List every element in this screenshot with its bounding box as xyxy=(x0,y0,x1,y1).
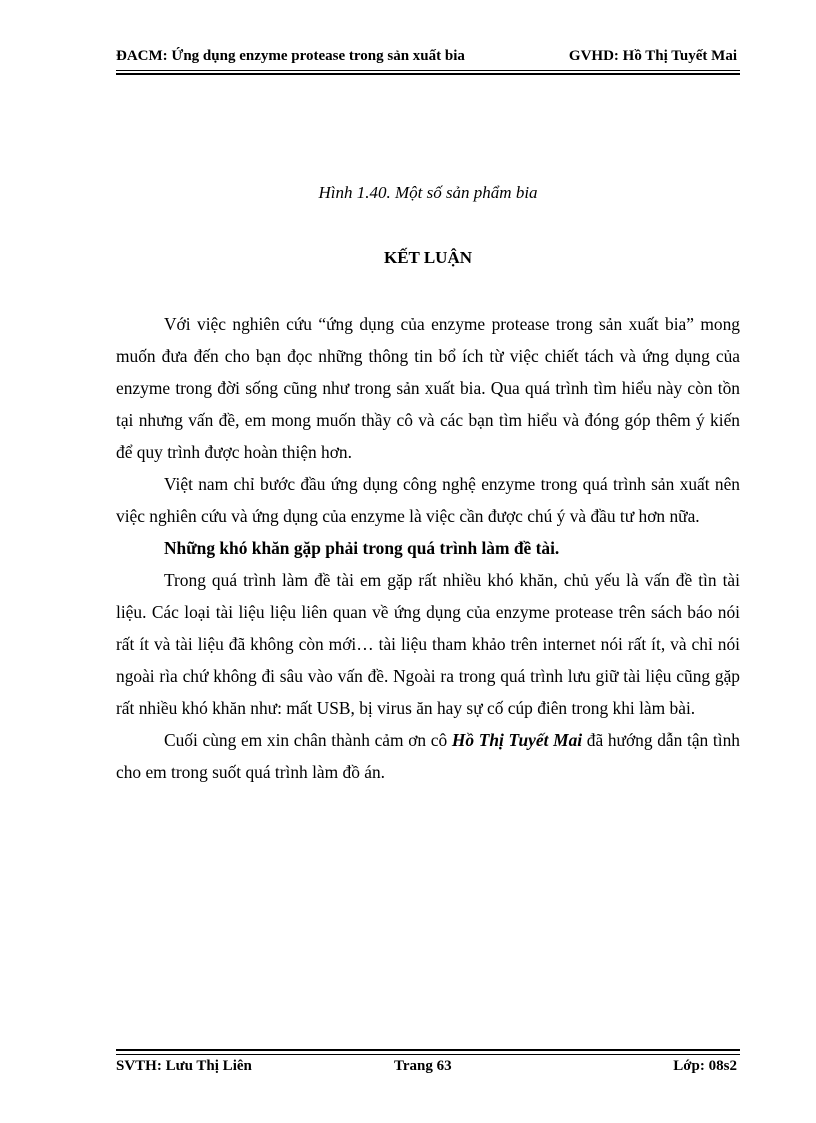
footer-rule-thin xyxy=(116,1054,740,1055)
body-text xyxy=(116,308,740,788)
thanks-supervisor-name: Hồ Thị Tuyết Mai xyxy=(451,730,583,750)
footer-rule-thick xyxy=(116,1049,740,1051)
subheading-difficulties: Những khó khăn gặp phải trong quá trình làm đề tài. xyxy=(164,538,560,558)
paragraph-thanks xyxy=(116,724,740,788)
thanks-text-start: Cuối cùng em xin chân thành cảm ơn cô xyxy=(164,730,452,750)
footer-page-number: Trang 63 xyxy=(394,1058,452,1074)
footer-class: Lớp: 08s2 xyxy=(673,1058,737,1074)
paragraph-vietnam: Việt nam chỉ bước đầu ứng dụng công nghệ enzyme trong quá trình sản xuất nên việc nghiên cứu và ứng dụng của enzyme là việc cần được chú ý và đầu tư hơn nữa. xyxy=(116,474,740,526)
paragraph-difficulties: Trong quá trình làm đề tài em gặp rất nhiều khó khăn, chủ yếu là vấn đề tìn tài liệu. Các loại tài liệu liệu liên quan về ứng dụng của enzyme protease trên sách báo nói rất ít và tài liệu đã không còn mới… tài liệu tham khảo trên internet nói rất ít, và chỉ nói ngoài rìa chứ không đi sâu vào vấn đề. Ngoài ra trong quá trình lưu giữ tài liệu cũng gặp rất nhiều khó khăn như: mất USB, bị virus ăn hay sự cố cúp điên trong khi làm bài. xyxy=(116,570,740,718)
figure-caption: Hình 1.40. Một số sản phẩm bia xyxy=(318,183,538,202)
header-supervisor: GVHD: Hồ Thị Tuyết Mai xyxy=(568,48,737,64)
header-rule-thick xyxy=(116,73,740,75)
header-project-title: ĐACM: Ứng dụng enzyme protease trong sản xuất bia xyxy=(116,48,465,64)
thanks-text-end: đã hướng dẫn tận tình cho em trong suốt quá trình làm đồ án. xyxy=(116,730,740,782)
section-title: KẾT LUẬN xyxy=(383,248,472,267)
page-header xyxy=(116,48,740,68)
page-footer xyxy=(116,1058,740,1078)
header-rule-thin xyxy=(116,70,740,71)
paragraph-intro: Với việc nghiên cứu “ứng dụng của enzyme protease trong sản xuất bia” mong muốn đưa đến cho bạn đọc những thông tin bổ ích từ việc chiết tách và ứng dụng của enzyme trong đời sống cũng như trong sản xuất bia. Qua quá trình tìm hiểu này còn tồn tại nhưng vấn đề, em mong muốn thầy cô và các bạn tìm hiểu và đóng góp thêm ý kiến để quy trình được hoàn thiện hơn. xyxy=(116,314,740,462)
footer-student: SVTH: Lưu Thị Liên xyxy=(116,1058,252,1074)
